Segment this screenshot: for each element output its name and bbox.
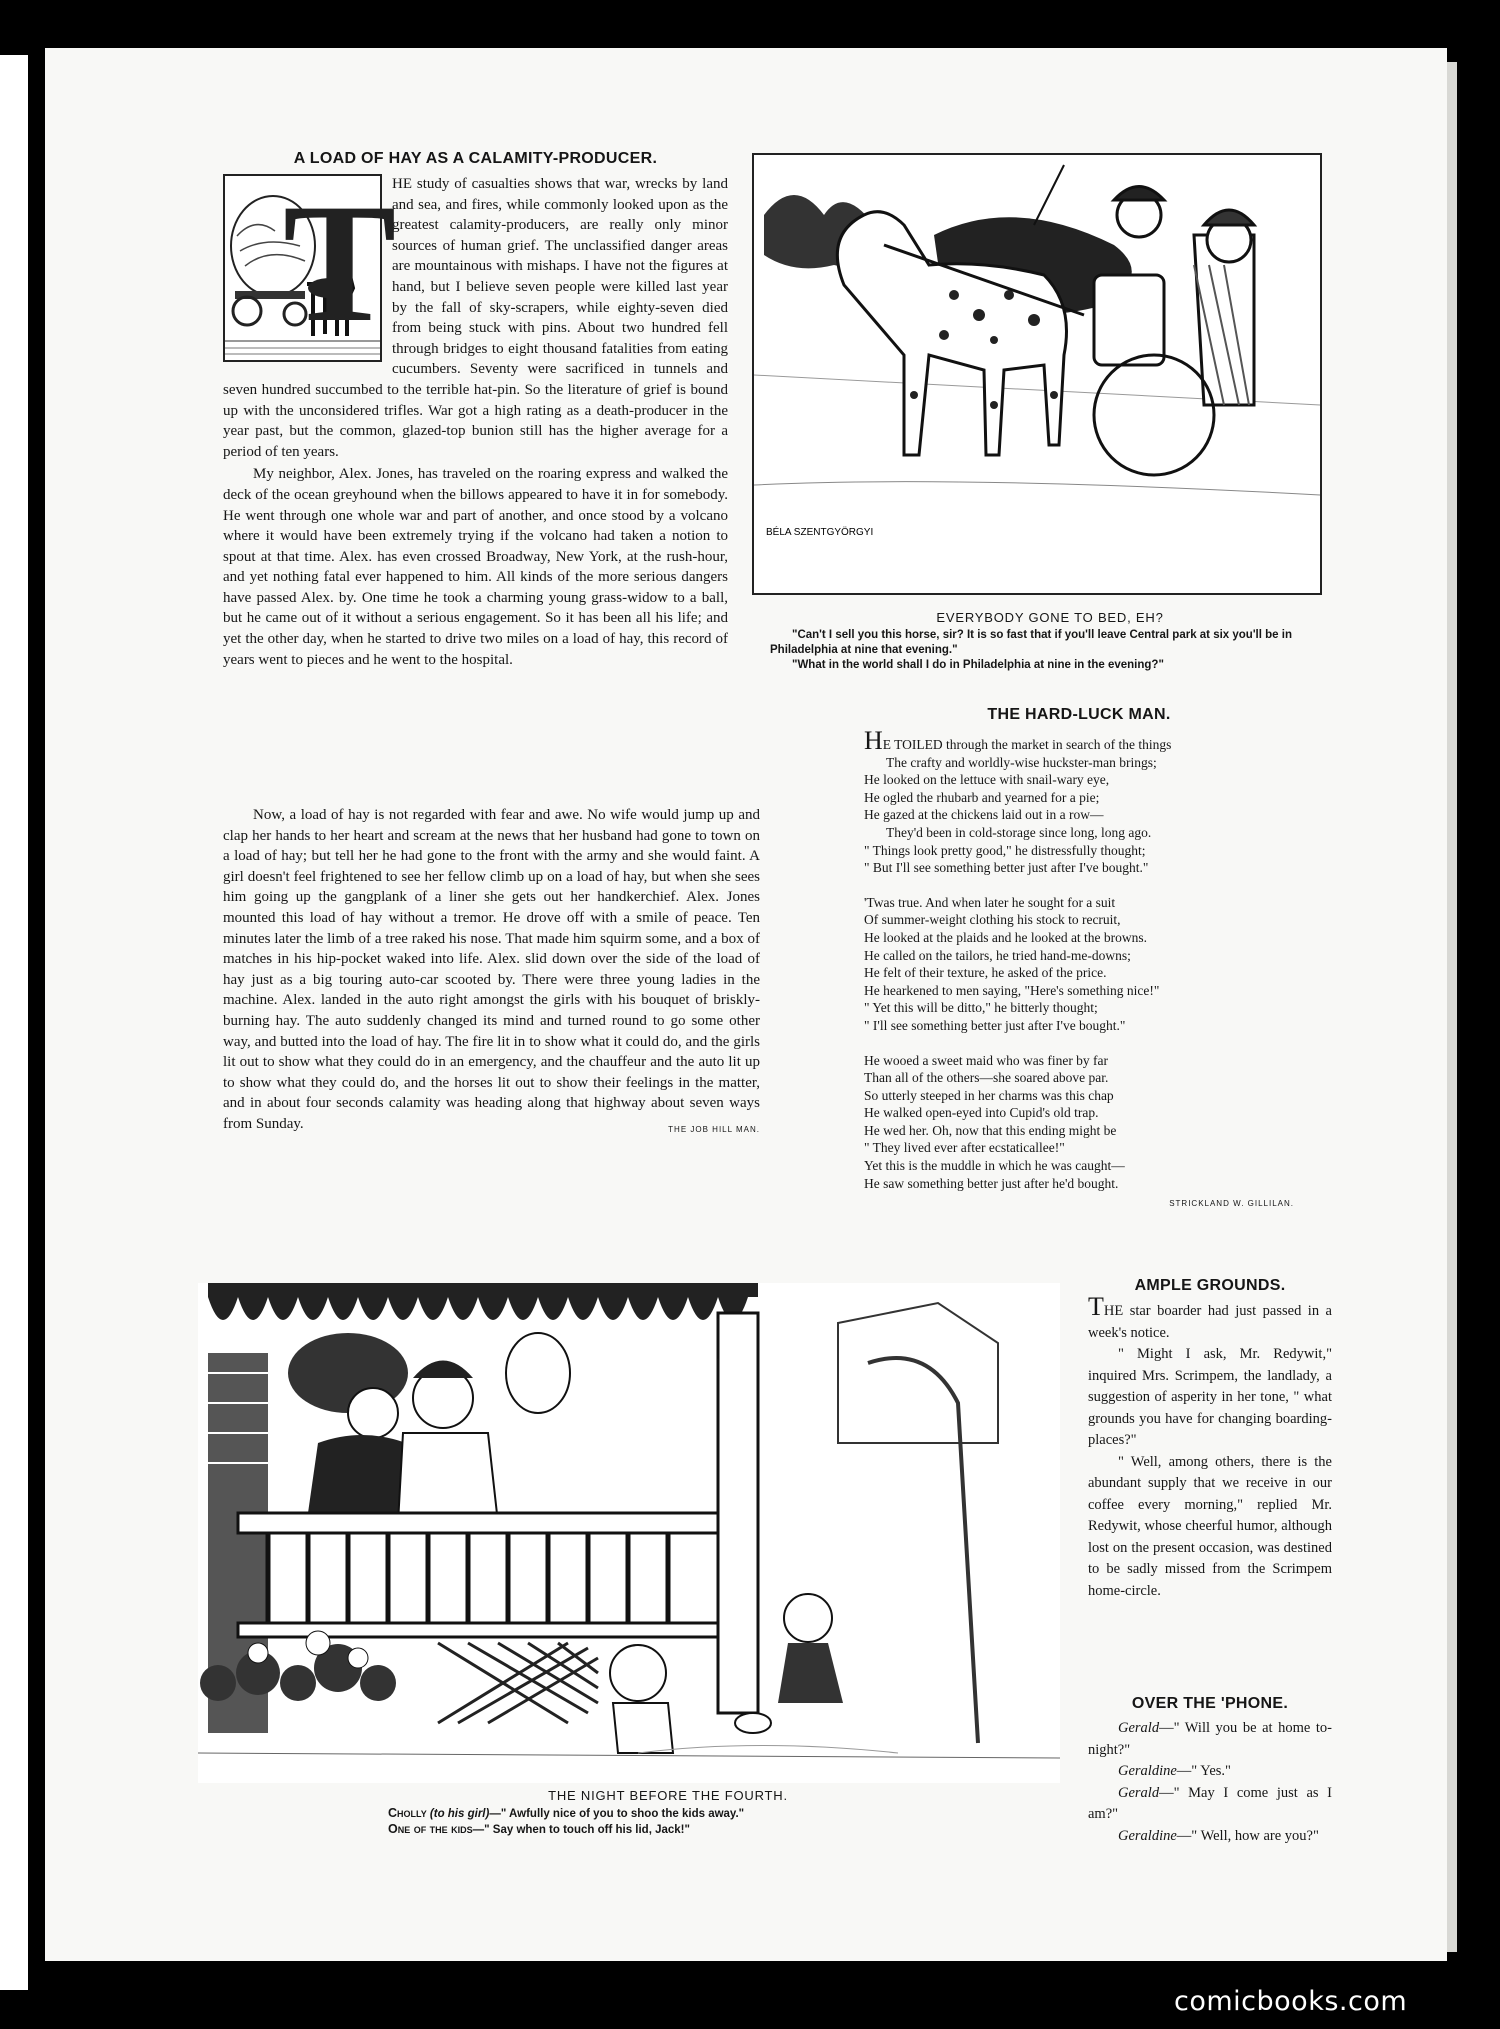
caption-line-1: Cholly (to his girl)—" Awfully nice of you to shoo the kids away." bbox=[388, 1806, 745, 1820]
poem-line: " Things look pretty good," he distressfully thought; bbox=[864, 842, 1146, 858]
article-title: A LOAD OF HAY AS A CALAMITY-PRODUCER. bbox=[293, 150, 658, 167]
poem-line: " But I'll see something better just after I've bought." bbox=[864, 860, 1149, 876]
article-title: OVER THE 'PHONE. bbox=[1131, 1695, 1289, 1712]
poem-line: The crafty and worldly-wise huckster-man brings; bbox=[886, 754, 1157, 770]
article-paragraph-3: " Well, among others, there is the abundant supply that we receive in our coffee every morning," replied Mr. Redywit, whose cheerful humor, although lost on the present occasion, was destined to be sadly missed from the Scrimpem home-circle. bbox=[1088, 1453, 1332, 1599]
article-title: AMPLE GROUNDS. bbox=[1134, 1277, 1286, 1294]
poem-line: They'd been in cold-storage since long, long ago. bbox=[886, 824, 1152, 840]
article-hay bbox=[223, 150, 728, 670]
dialogue-line: Geraldine—" Well, how are you?" bbox=[1118, 1827, 1319, 1844]
poem-line: He wooed a sweet maid who was finer by far bbox=[864, 1052, 1109, 1068]
dialogue-line: Gerald—" Will you be at home to-night?" bbox=[1088, 1720, 1332, 1758]
poem-line: He walked open-eyed into Cupid's old trap. bbox=[864, 1105, 1099, 1121]
poem-stanza-2 bbox=[864, 894, 1294, 1035]
article-paragraph-2: My neighbor, Alex. Jones, has traveled on the roaring express and walked the deck of the ocean greyhound when the billows appeared to have it in for somebody. He went through one whole war and part of another, and once stood by a volcano where it would have been extremely trying if the volcano had taken a notion to spout at that time. Alex. has even crossed Broadway, New York, at the rush-hour, and yet nothing fatal ever happened to him. All kinds of the more serious dangers have passed Alex. by. One time he took a charming young grass-widow to a ball, but he came out of it without a serious engagement. So it has been all his life; and yet the other day, when he started to drive two miles on a load of hay, this record of years went to pieces and he went to the hospital. bbox=[223, 466, 728, 668]
porch-cartoon-drawing bbox=[198, 1283, 1060, 1783]
poem-line: He hearkened to men saying, "Here's something nice!" bbox=[864, 982, 1160, 998]
dropcap-letter: T bbox=[283, 169, 397, 357]
poem-line: 'Twas true. And when later he sought for a suit bbox=[864, 894, 1116, 910]
article-paragraph-2: " Might I ask, Mr. Redywit," inquired Mrs. Scrimpem, the landlady, a suggestion of asperity in her tone, " what grounds you have for changing boarding-places?" bbox=[1088, 1346, 1332, 1448]
article-paragraph-3: Now, a load of hay is not regarded with fear and awe. No wife would jump up and clap her hands to her heart and scream at the news that her husband had gone to town on a load of hay; but tell her he had gone to the front with the army and she would faint. A girl doesn't feel frightened to see her fellow climb up on a load of hay, but when she sees him going up the gangplank of a liner she gets out her handkerchief. Alex. Jones mounted this load of hay without a tremor. He drove off with a smile of peace. Ten minutes later the limb of a tree raked his nose. That made him squirm some, and a box of matches in his hip-pocket waked into life. Alex. slid down over the side of the load of hay just as a big touring auto-car scooted by. There were three young ladies in the machine. Alex. landed in the auto right amongst the girls with his bouquet of briskly-burning hay. The auto suddenly changed its mind and turned round to go some other way, and butted into the load of hay. The fire lit in to show what it could do, and the girls lit out to show what they could do in an emergency, and the chauffeur and the auto lit up to show what they could do, and the horses lit out to show their feelings in the matter, and in about four seconds calamity was heading along that highway about seven ways from Sunday. bbox=[223, 807, 760, 1132]
poem-stanza-3 bbox=[864, 1052, 1294, 1193]
site-watermark: comicbooks.com bbox=[1174, 1986, 1408, 2017]
poem-line: " They lived ever after ecstaticallee!" bbox=[864, 1140, 1065, 1156]
article-hay-continued bbox=[223, 805, 760, 1137]
article-over-the-phone bbox=[1088, 1695, 1332, 1847]
caption-line-2: "What in the world shall I do in Philadelphia at nine in the evening?" bbox=[792, 659, 1164, 671]
poem-line: He gazed at the chickens laid out in a row— bbox=[864, 807, 1104, 823]
article-ample-grounds bbox=[1088, 1277, 1332, 1602]
poem-line: He felt of their texture, he asked of the price. bbox=[864, 965, 1107, 981]
poem-line: He looked at the plaids and he looked at the browns. bbox=[864, 929, 1148, 945]
poem-line: He saw something better just after he'd bought. bbox=[864, 1175, 1119, 1191]
porch-cartoon-caption bbox=[388, 1788, 948, 1838]
poem-stanza-1 bbox=[864, 726, 1294, 877]
poem-line: He called on the tailors, he tried hand-me-downs; bbox=[864, 947, 1131, 963]
dropcap-illustration bbox=[223, 169, 397, 362]
poem-line: " I'll see something better just after I've bought." bbox=[864, 1017, 1126, 1033]
signature-text: STRICKLAND W. GILLILAN. bbox=[1169, 1199, 1294, 1209]
signature-text: THE JOB HILL MAN. bbox=[668, 1124, 760, 1134]
poem-signature bbox=[864, 1193, 1294, 1211]
porch-cartoon bbox=[198, 1283, 1060, 1783]
poem-line: Yet this is the muddle in which he was caught— bbox=[864, 1158, 1125, 1174]
speaker: Cholly bbox=[388, 1806, 427, 1820]
speaker: One of the kids bbox=[388, 1822, 473, 1836]
horse-cartoon bbox=[752, 153, 1322, 595]
dialogue-line: Gerald—" May I come just as I am?" bbox=[1088, 1784, 1332, 1822]
artist-signature: BÉLA SZENTGYÖRGYI bbox=[766, 527, 874, 538]
dialogue-line: Geraldine—" Yes." bbox=[1118, 1763, 1231, 1779]
poem-title: THE HARD-LUCK MAN. bbox=[987, 706, 1171, 723]
caption-line-2: One of the kids—" Say when to touch off his lid, Jack!" bbox=[388, 1822, 690, 1836]
facing-page-edge bbox=[0, 55, 28, 1990]
stage-note: (to his girl) bbox=[429, 1808, 490, 1820]
caption-title: EVERYBODY GONE TO BED, EH? bbox=[936, 610, 1164, 625]
poem-line: HE TOILED through the market in search of the things bbox=[864, 726, 1172, 755]
horse-cartoon-caption bbox=[770, 610, 1330, 673]
article-paragraph-1: HE study of casualties shows that war, wrecks by land and sea, and fires, while commonly looked upon as the greatest calamity-producers, are really only minor sources of human grief. The unclassified danger areas are mountainous with mishaps. I have not the figures at hand, but I believe seven people were killed last year by the fall of sky-scrapers, while eighty-seven died from being stuck with pins. About two hundred fell through bridges to eight thousand fatalities from eating cucumbers. Seventy were sacrificed in tunnels and seven hundred succumbed to the terrible hat-pin. So the literature of grief is bound up with the unconsidered trifles. War got a high rating as a death-producer in the year past, but the common, glazed-top bunion still has the higher average for a period of ten years. bbox=[223, 176, 728, 460]
article-initial: T bbox=[1088, 1292, 1104, 1321]
article-paragraph-1: THE star boarder had just passed in a week's notice. bbox=[1088, 1292, 1332, 1341]
poem-initial: H bbox=[864, 726, 883, 755]
page-stack-edge bbox=[1447, 62, 1457, 1952]
poem-line: So utterly steeped in her charms was this chap bbox=[864, 1087, 1114, 1103]
caption-line-1: "Can't I sell you this horse, sir? It is so fast that if you'll leave Central park at six you'll be in Philadelphia at nine that evening." bbox=[770, 629, 1292, 656]
poem-line: He looked on the lettuce with snail-wary eye, bbox=[864, 772, 1110, 788]
poem-line: He wed her. Oh, now that this ending might be bbox=[864, 1122, 1117, 1138]
poem-line: " Yet this will be ditto," he bitterly thought; bbox=[864, 1000, 1098, 1016]
caption-title: THE NIGHT BEFORE THE FOURTH. bbox=[548, 1788, 788, 1803]
horse-cartoon-drawing bbox=[754, 155, 1320, 593]
poem-hard-luck-man bbox=[864, 706, 1294, 1211]
poem-line: Than all of the others—she soared above par. bbox=[864, 1070, 1109, 1086]
poem-line: He ogled the rhubarb and yearned for a pie; bbox=[864, 789, 1100, 805]
poem-line: Of summer-weight clothing his stock to recruit, bbox=[864, 912, 1121, 928]
